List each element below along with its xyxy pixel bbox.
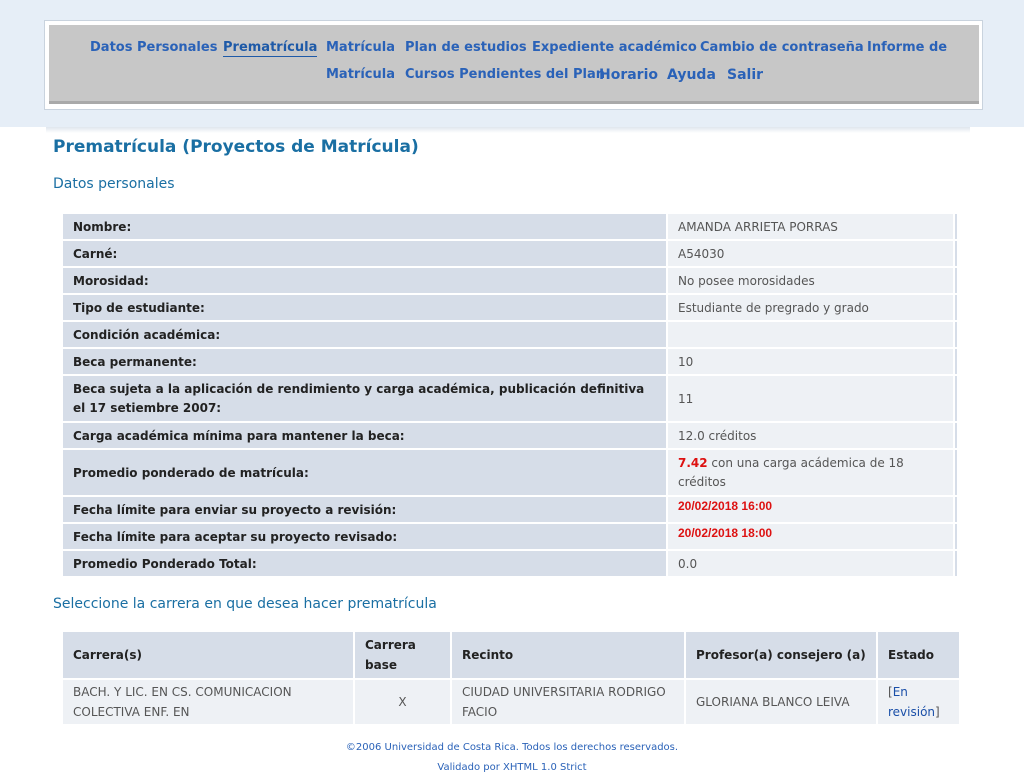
nav-datos-personales[interactable]: Datos Personales	[90, 40, 218, 55]
datos-section-title: Datos personales	[53, 176, 175, 192]
table-row	[63, 551, 957, 576]
tipo-value: Estudiante de pregrado y grado	[668, 295, 953, 320]
nombre-label: Nombre:	[63, 214, 666, 239]
carrera-base-cell: X	[355, 680, 450, 724]
table-row	[63, 241, 957, 266]
nav-expediente[interactable]: Expediente académico	[532, 40, 697, 55]
promedio-total-value: 0.0	[668, 551, 953, 576]
promedio-value-cell	[668, 450, 953, 495]
table-row	[63, 497, 957, 522]
promedio-label: Promedio ponderado de matrícula:	[63, 450, 666, 495]
fecha-envio-value: 20/02/2018 16:00	[678, 499, 773, 513]
table-row	[63, 322, 957, 347]
table-header-row	[63, 632, 959, 678]
recinto-cell: CIUDAD UNIVERSITARIA RODRIGO FACIO	[452, 680, 684, 724]
content-top-shadow	[46, 127, 970, 133]
footer-copyright: ©2006 Universidad de Costa Rica. Todos los derechos reservados.	[345, 742, 679, 753]
footer-validation[interactable]: Validado por XHTML 1.0 Strict	[437, 762, 587, 773]
col-recinto: Recinto	[452, 632, 684, 678]
fecha-acepta-label: Fecha límite para aceptar su proyecto revisado:	[63, 524, 666, 549]
fecha-acepta-value: 20/02/2018 18:00	[678, 526, 773, 540]
page-title: Prematrícula (Proyectos de Matrícula)	[53, 137, 419, 157]
nav-plan-estudios[interactable]: Plan de estudios	[405, 40, 527, 55]
beca-value: 10	[668, 349, 953, 374]
table-row	[63, 214, 957, 239]
carrera-section-title: Seleccione la carrera en que desea hacer prematrícula	[53, 596, 437, 612]
main-nav	[49, 25, 979, 104]
table-row	[63, 423, 957, 448]
carne-label: Carné:	[63, 241, 666, 266]
morosidad-value: No posee morosidades	[668, 268, 953, 293]
table-row	[63, 376, 957, 421]
carrera-cell: BACH. Y LIC. EN CS. COMUNICACION COLECTIVA ENF. EN	[63, 680, 353, 724]
promedio-value: 7.42	[678, 455, 708, 470]
nav-informe-matricula[interactable]: Informe de	[867, 40, 948, 55]
col-carrera: Carrera(s)	[63, 632, 353, 678]
nav-cambio-contrasena[interactable]: Cambio de contraseña	[700, 40, 864, 55]
personal-data-table	[61, 212, 959, 578]
table-row	[63, 524, 957, 549]
morosidad-label: Morosidad:	[63, 268, 666, 293]
beca-label: Beca permanente:	[63, 349, 666, 374]
condicion-value	[668, 322, 953, 347]
condicion-label: Condición académica:	[63, 322, 666, 347]
nav-salir[interactable]: Salir	[727, 67, 764, 83]
estado-link[interactable]: En revisión	[888, 685, 936, 719]
col-carrera-base: Carrera base	[355, 632, 450, 678]
nav-ayuda[interactable]: Ayuda	[667, 67, 716, 83]
tipo-label: Tipo de estudiante:	[63, 295, 666, 320]
estado-cell: [En revisión]	[878, 680, 959, 724]
table-row	[63, 295, 957, 320]
beca-sujeta-label: Beca sujeta a la aplicación de rendimiento y carga académica, publicación definitiva el 17 setiembre 2007:	[63, 376, 666, 421]
carga-label: Carga académica mínima para mantener la beca:	[63, 423, 666, 448]
fecha-acepta-cell	[668, 524, 953, 549]
col-profesor: Profesor(a) consejero (a)	[686, 632, 876, 678]
carne-value: A54030	[668, 241, 953, 266]
promedio-suffix: con una carga acádemica de 18 créditos	[678, 455, 904, 489]
nav-matricula[interactable]: Matrícula	[326, 40, 395, 55]
table-row	[63, 680, 959, 724]
col-estado: Estado	[878, 632, 959, 678]
nav-horario[interactable]: Horario	[599, 67, 659, 83]
fecha-envio-label: Fecha límite para enviar su proyecto a revisión:	[63, 497, 666, 522]
nav-informe-matricula-line2[interactable]: Matrícula	[326, 67, 395, 82]
promedio-total-label: Promedio Ponderado Total:	[63, 551, 666, 576]
carga-value: 12.0 créditos	[668, 423, 953, 448]
table-row	[63, 450, 957, 495]
nav-cursos-pendientes[interactable]: Cursos Pendientes del Plan	[405, 67, 605, 82]
table-row	[63, 268, 957, 293]
nav-prematricula[interactable]: Prematrícula	[223, 40, 318, 55]
fecha-envio-cell	[668, 497, 953, 522]
profesor-cell: GLORIANA BLANCO LEIVA	[686, 680, 876, 724]
table-row	[63, 349, 957, 374]
beca-sujeta-value: 11	[668, 376, 953, 421]
career-table	[61, 630, 961, 726]
nombre-value: AMANDA ARRIETA PORRAS	[668, 214, 953, 239]
